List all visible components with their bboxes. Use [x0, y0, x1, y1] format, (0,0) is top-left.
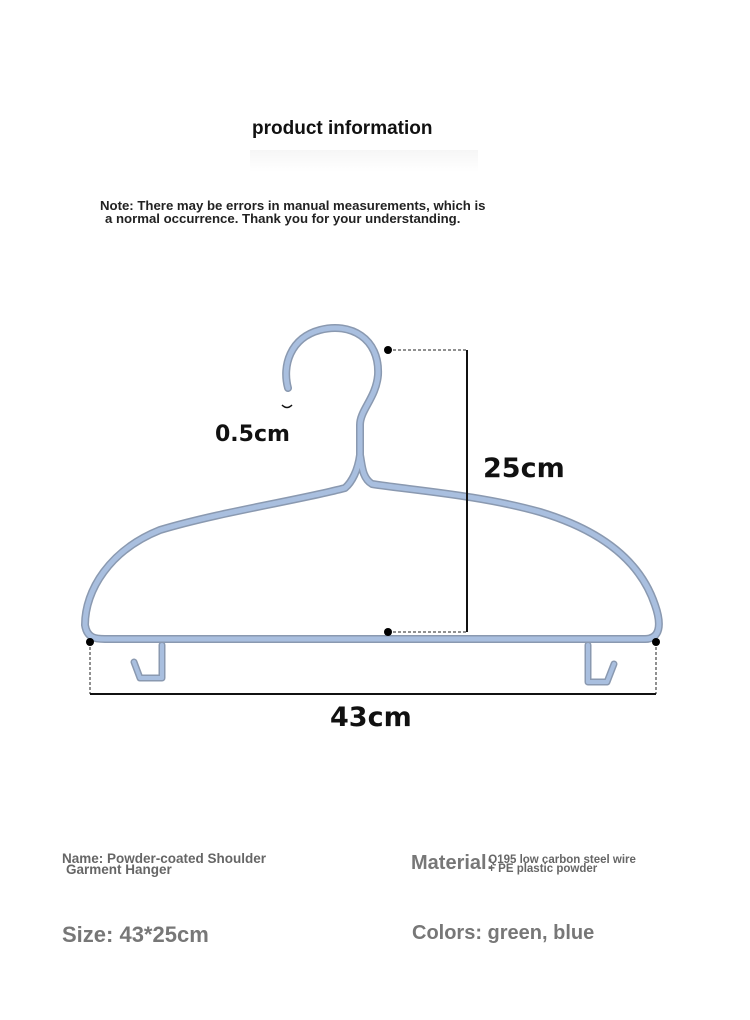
width-right-dot — [652, 638, 660, 646]
hanger-outline-fill — [85, 328, 659, 639]
width-left-dot — [86, 638, 94, 646]
spec-name-line-1: Name: Powder-coated Shoulder — [62, 851, 267, 866]
height-bottom-dot — [384, 628, 392, 636]
spec-material-value — [488, 852, 636, 874]
spec-material-line-1: Q195 low carbon steel wire — [488, 854, 636, 866]
height-top-dot — [384, 346, 392, 354]
spec-name — [62, 853, 302, 875]
spec-material-label: Material: — [411, 852, 494, 874]
note-line-2: a normal occurrence. Thank you for your understanding. — [105, 211, 461, 226]
note-line-1: Note: There may be errors in manual measurements, which is — [100, 198, 486, 213]
spec-name-line-2: Garment Hanger — [66, 862, 172, 877]
spec-size: Size: 43*25cm — [62, 922, 209, 947]
spec-material-line-2: + PE plastic powder — [488, 863, 598, 875]
width-dimension — [86, 638, 660, 694]
measurement-note — [100, 199, 620, 225]
page-title: product information — [252, 118, 433, 139]
spec-material — [411, 852, 636, 875]
hanger-icon — [85, 328, 659, 682]
hanger-diagram — [0, 300, 750, 700]
spec-colors: Colors: green, blue — [412, 922, 595, 944]
thickness-label: 0.5cm — [215, 422, 290, 447]
thickness-marker — [282, 405, 292, 408]
width-label: 43cm — [330, 702, 412, 733]
height-label: 25cm — [483, 453, 565, 484]
title-shadow — [250, 150, 478, 172]
right-hook — [588, 645, 614, 682]
left-hook — [134, 645, 162, 678]
